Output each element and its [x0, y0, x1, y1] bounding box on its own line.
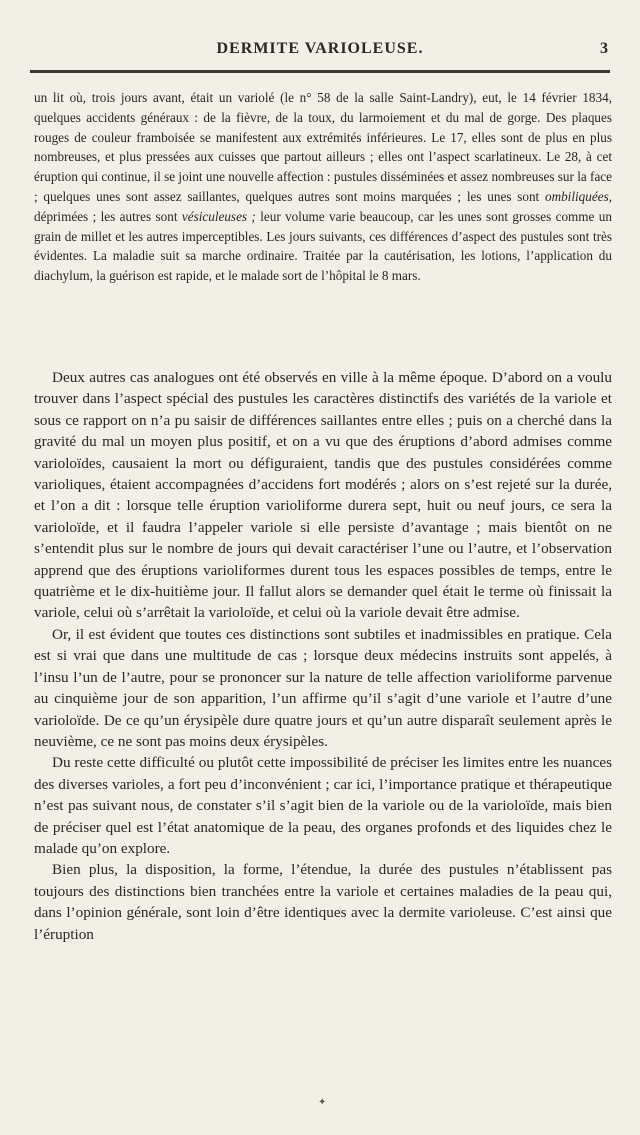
italic-term-ombiliquees: ombiliquées,	[544, 188, 612, 204]
body-paragraph: Bien plus, la disposition, la forme, l’étendue, la durée des pustules n’établissent pas toujours des distinctions bien tranchées entre la variole et certaines maladies de la peau qui, dans l’opinion générale, sont loin d’être identiques avec la dermite varioleuse. C’est ainsi que l’éruption	[34, 861, 612, 943]
case-text-part-3: leur volume varie beaucoup, car les unes sont grosses comme un grain de millet et les autres imperceptibles. Les jours suivants, ces différences d’aspect des pustules sont très évidentes. La maladie suit sa marche ordinaire. Traitée par la cautérisation, les lotions, l’application du diachylum, la guérison est rapide, et le malade sort de l’hôpital le 8 mars.	[34, 208, 612, 284]
case-text-part-2: déprimées ; les autres sont	[34, 208, 182, 224]
case-report-text	[34, 88, 612, 286]
body-paragraph: Or, il est évident que toutes ces distinctions sont subtiles et inadmissibles en pratique. Cela est si vrai que dans une multitude de cas ; lorsque deux médecins instruits sont appelés, à l’insu l’un de l’autre, pour se prononcer sur la nature de telle affection varioliforme parvenue au cinquième jour de son apparition, l’un affirme qu’il s’agit d’une variole et l’autre d’une varioloïde. De ce qu’un érysipèle dure quatre jours et qu’un autre disparaît seulement après le neuvième, ce ne sont pas moins deux érysipèles.	[34, 625, 612, 750]
case-report-paragraph	[34, 88, 612, 286]
printer-mark: ✦	[318, 1097, 327, 1108]
running-title: DERMITE VARIOLEUSE.	[216, 40, 424, 57]
main-body-text	[34, 367, 612, 945]
italic-term-vesiculeuses: vésiculeuses ;	[181, 208, 256, 224]
page-header	[0, 40, 640, 62]
body-paragraph: Du reste cette difficulté ou plutôt cette impossibilité de préciser les limites entre les nuances des diverses varioles, a fort peu d’inconvénient ; car ici, l’importance pratique et thérapeutique n’est pas suivant nous, de constater s’il s’agit bien de la variole ou de la varioloïde, mais bien de préciser quel est l’état anatomique de la peau, des organes profonds et des liquides chez le malade qu’on explore.	[34, 754, 612, 857]
page-number: 3	[600, 40, 608, 57]
body-paragraph: Deux autres cas analogues ont été observés en ville à la même époque. D’abord on a voulu trouver dans l’aspect spécial des pustules les caractères distinctifs des variétés de la variole et sous ce rapport on n’a pu saisir de différences saillantes entre elles ; puis on a cherché dans la gravité du mal un moyen plus positif, et on a vu que des éruptions d’abord admises comme varioloïdes, causaient la mort ou défiguraient, tandis que des pustules considérées comme varioliques, étaient accompagnées d’accidens fort modérés ; alors on s’est rejeté sur la durée, et l’on a dit : lorsque telle éruption varioliforme durera sept, huit ou neuf jours, ce sera la varioloïde, et il faudra l’appeler variole si elle persiste d’avantage ; mais bientôt on ne s’entendit plus sur le nombre de jours qui devait caractériser l’une ou l’autre, et l’observation apprend que des éruptions varioliformes durent tous les espaces possibles de temps, entre le quatrième et le dix-huitième jour. Il fallut alors se demander quel était le terme où finissait la variole, celui où s’arrêtait la varioloïde, et celui où la variole devait être admise.	[34, 369, 612, 622]
header-rule	[30, 70, 610, 73]
case-text-part-1: un lit où, trois jours avant, était un variolé (le n° 58 de la salle Saint-Landry), eut, le 14 février 1834, quelques accidents généraux : de la fièvre, de la toux, du larmoiement et du mal de gorge. Des plaques rouges de couleur framboisée se manifestent aux extrémités inférieures. Le 17, elles sont de plus en plus nombreuses, et plus pressées aux cuisses que partout ailleurs ; elles ont l’aspect scarlatineux. Le 28, à cet éruption qui continue, il se joint une nouvelle affection : pustules disséminées et assez nombreuses sur la face ; quelques unes sont assez saillantes, quelques autres sont moins marquées ; les unes sont	[34, 90, 612, 204]
